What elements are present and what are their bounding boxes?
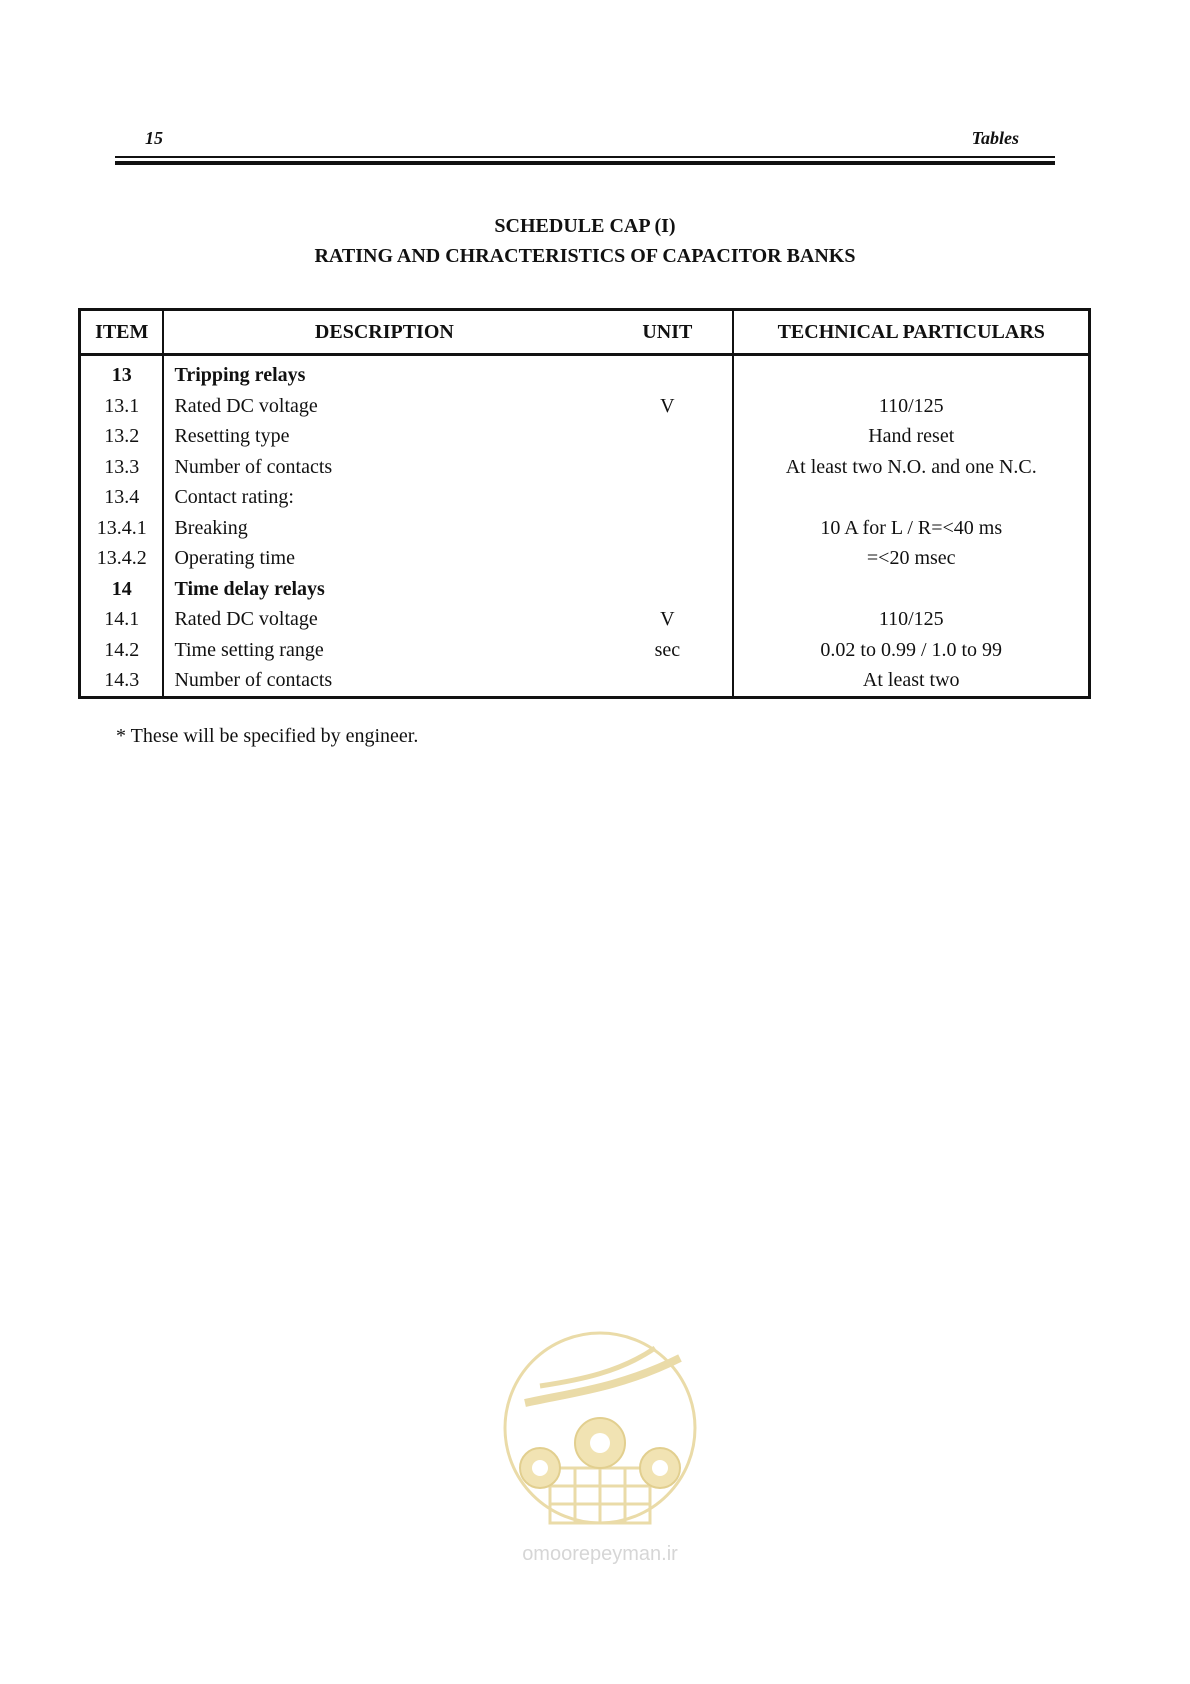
- item-cell: 13.4: [80, 482, 164, 513]
- column-header-technical-particulars: TECHNICAL PARTICULARS: [733, 310, 1089, 355]
- table-row: [80, 421, 1090, 452]
- unit-cell: [602, 421, 733, 452]
- particulars-cell: 110/125: [733, 391, 1089, 422]
- particulars-cell: At least two: [733, 665, 1089, 697]
- schedule-subtitle: RATING AND CHRACTERISTICS OF CAPACITOR BANKS: [314, 245, 856, 267]
- particulars-cell: 0.02 to 0.99 / 1.0 to 99: [733, 635, 1089, 666]
- table-row: [80, 452, 1090, 483]
- table-row: [80, 604, 1090, 635]
- running-title: Tables: [971, 128, 1019, 148]
- unit-cell: V: [602, 604, 733, 635]
- table-row: [80, 543, 1090, 574]
- particulars-cell: At least two N.O. and one N.C.: [733, 452, 1089, 483]
- table-row: [80, 574, 1090, 605]
- footnote: * These will be specified by engineer.: [116, 725, 419, 747]
- particulars-cell: [733, 482, 1089, 513]
- item-cell: 14.2: [80, 635, 164, 666]
- item-cell: 13.4.2: [80, 543, 164, 574]
- description-cell: Number of contacts: [174, 455, 333, 478]
- table-header-row: [80, 310, 1090, 355]
- unit-cell: [602, 452, 733, 483]
- description-cell: Number of contacts: [163, 665, 602, 697]
- description-cell: Resetting type: [174, 425, 290, 447]
- watermark-logo: [480, 1328, 720, 1568]
- description-cell: Rated DC voltage: [174, 394, 318, 417]
- description-cell: Time delay relays: [174, 577, 325, 600]
- watermark-text: omoorepeyman.ir: [522, 1543, 678, 1565]
- unit-cell: V: [602, 391, 733, 422]
- unit-cell: [602, 355, 733, 391]
- unit-cell: [602, 513, 733, 544]
- item-cell: 14: [80, 574, 164, 605]
- item-cell: 13.2: [80, 421, 164, 452]
- unit-cell: [602, 543, 733, 574]
- item-cell: 14.3: [80, 665, 164, 697]
- particulars-cell: 110/125: [733, 604, 1089, 635]
- description-cell: Contact rating:: [174, 486, 294, 508]
- table-row: [80, 665, 1090, 697]
- column-header-unit: UNIT: [602, 310, 733, 355]
- item-cell: 13: [80, 355, 164, 391]
- page-header: [115, 126, 1055, 166]
- table-row: [80, 482, 1090, 513]
- page-number: 15: [145, 128, 163, 148]
- unit-cell: [602, 482, 733, 513]
- particulars-cell: Hand reset: [733, 421, 1089, 452]
- table-row: [80, 513, 1090, 544]
- header-rule-thick: [115, 161, 1055, 165]
- column-header-description: DESCRIPTION: [163, 310, 602, 355]
- unit-cell: [602, 574, 733, 605]
- unit-cell: sec: [602, 635, 733, 666]
- specification-table: [78, 308, 1091, 699]
- particulars-cell: [733, 574, 1089, 605]
- description-cell: Tripping relays: [174, 364, 306, 386]
- particulars-cell: =<20 msec: [733, 543, 1089, 574]
- table-row: [80, 635, 1090, 666]
- item-cell: 14.1: [80, 604, 164, 635]
- item-cell: 13.1: [80, 391, 164, 422]
- description-cell: Operating time: [174, 547, 295, 569]
- unit-cell: [602, 665, 733, 697]
- schedule-title: SCHEDULE CAP (I): [494, 215, 676, 237]
- table-row: [80, 391, 1090, 422]
- table-row: [80, 355, 1090, 391]
- description-cell: Time setting range: [174, 638, 324, 661]
- column-header-item: ITEM: [80, 310, 164, 355]
- description-cell: Breaking: [174, 516, 248, 539]
- particulars-cell: 10 A for L / R=<40 ms: [733, 513, 1089, 544]
- particulars-cell: [733, 355, 1089, 391]
- header-rule-thin: [115, 156, 1055, 158]
- item-cell: 13.4.1: [80, 513, 164, 544]
- description-cell: Rated DC voltage: [174, 608, 318, 630]
- item-cell: 13.3: [80, 452, 164, 483]
